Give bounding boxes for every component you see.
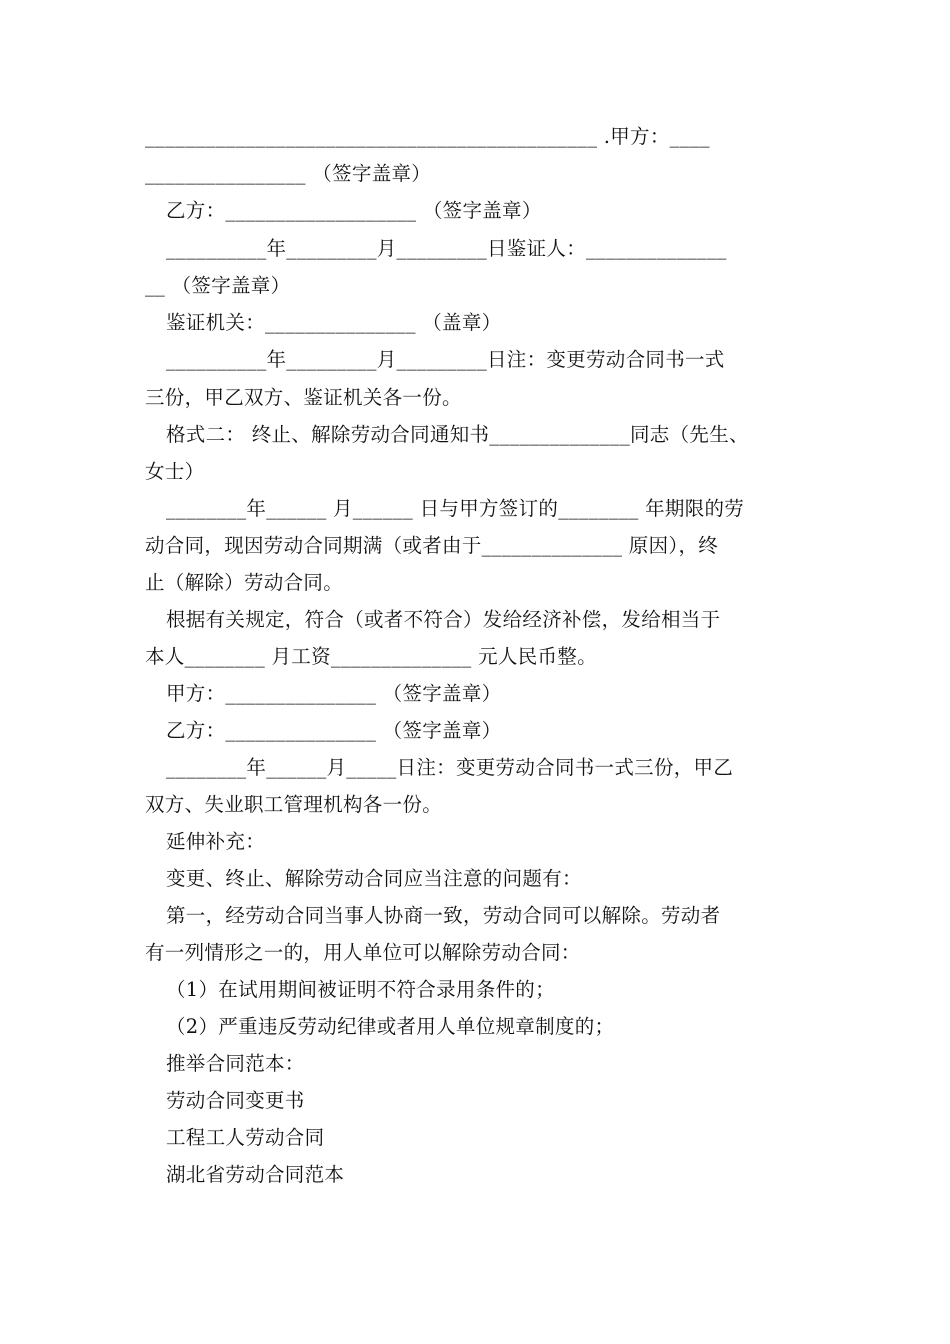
text-line-recommended-3: 湖北省劳动合同范本 bbox=[166, 1163, 345, 1186]
text-line-contract-end: 止（解除）劳动合同。 bbox=[145, 571, 344, 594]
text-line-witness-sign: __ （签字盖章） bbox=[145, 274, 291, 297]
text-line-item-one: （1）在试用期间被证明不符合录用条件的； bbox=[166, 978, 555, 1001]
text-line-party-a-sign: 甲方：_______________ （签字盖章） bbox=[166, 682, 502, 705]
text-line-party-b: 乙方：___________________ （签字盖章） bbox=[166, 199, 542, 222]
text-line-issues-heading: 变更、终止、解除劳动合同应当注意的问题有： bbox=[166, 867, 582, 890]
text-line-note-cont: 三份，甲乙双方、鉴证机关各一份。 bbox=[145, 386, 462, 409]
text-line-recommended-2: 工程工人劳动合同 bbox=[166, 1126, 325, 1149]
text-line-first-point-cont: 有一列情形之一的，用人单位可以解除劳动合同： bbox=[145, 941, 581, 964]
text-line-witness-authority: 鉴证机关：_______________ （盖章） bbox=[166, 311, 502, 334]
text-line-contract-reason: 动合同，现因劳动合同期满（或者由于______________ 原因），终 bbox=[145, 534, 719, 557]
text-line-first-point: 第一，经劳动合同当事人协商一致，劳动合同可以解除。劳动者 bbox=[166, 904, 721, 927]
text-line-signature-party-a-cont: ________________ （签字盖章） bbox=[145, 162, 432, 185]
text-line-extension-heading: 延伸补充： bbox=[166, 830, 266, 853]
text-line-contract-date: ________年______ 月______ 日与甲方签订的________ 年期限的劳 bbox=[166, 497, 745, 520]
text-line-item-two: （2）严重违反劳动纪律或者用人单位规章制度的； bbox=[166, 1015, 615, 1038]
text-line-format-two-cont: 女士） bbox=[145, 460, 205, 483]
text-line-party-b-sign: 乙方：_______________ （签字盖章） bbox=[166, 719, 502, 742]
text-line-signature-party-a: _____________________________________________ .甲方：____ bbox=[145, 125, 710, 148]
text-line-recommended-1: 劳动合同变更书 bbox=[166, 1089, 305, 1112]
text-line-format-two: 格式二： 终止、解除劳动合同通知书______________同志（先生、 bbox=[166, 423, 749, 446]
text-line-compensation: 根据有关规定，符合（或者不符合）发给经济补偿，发给相当于 bbox=[166, 608, 721, 631]
text-line-date-note-two: ________年______月_____日注：变更劳动合同书一式三份，甲乙 bbox=[166, 756, 734, 779]
text-line-compensation-amount: 本人________ 月工资______________ 元人民币整。 bbox=[145, 645, 597, 668]
text-line-date-note: __________年_________月_________日注：变更劳动合同书一式 bbox=[166, 348, 725, 371]
text-line-note-two-cont: 双方、失业职工管理机构各一份。 bbox=[145, 793, 443, 816]
text-line-recommended-heading: 推举合同范本： bbox=[166, 1052, 305, 1075]
text-line-date-witness: __________年_________月_________日鉴证人：______________ bbox=[166, 237, 727, 260]
